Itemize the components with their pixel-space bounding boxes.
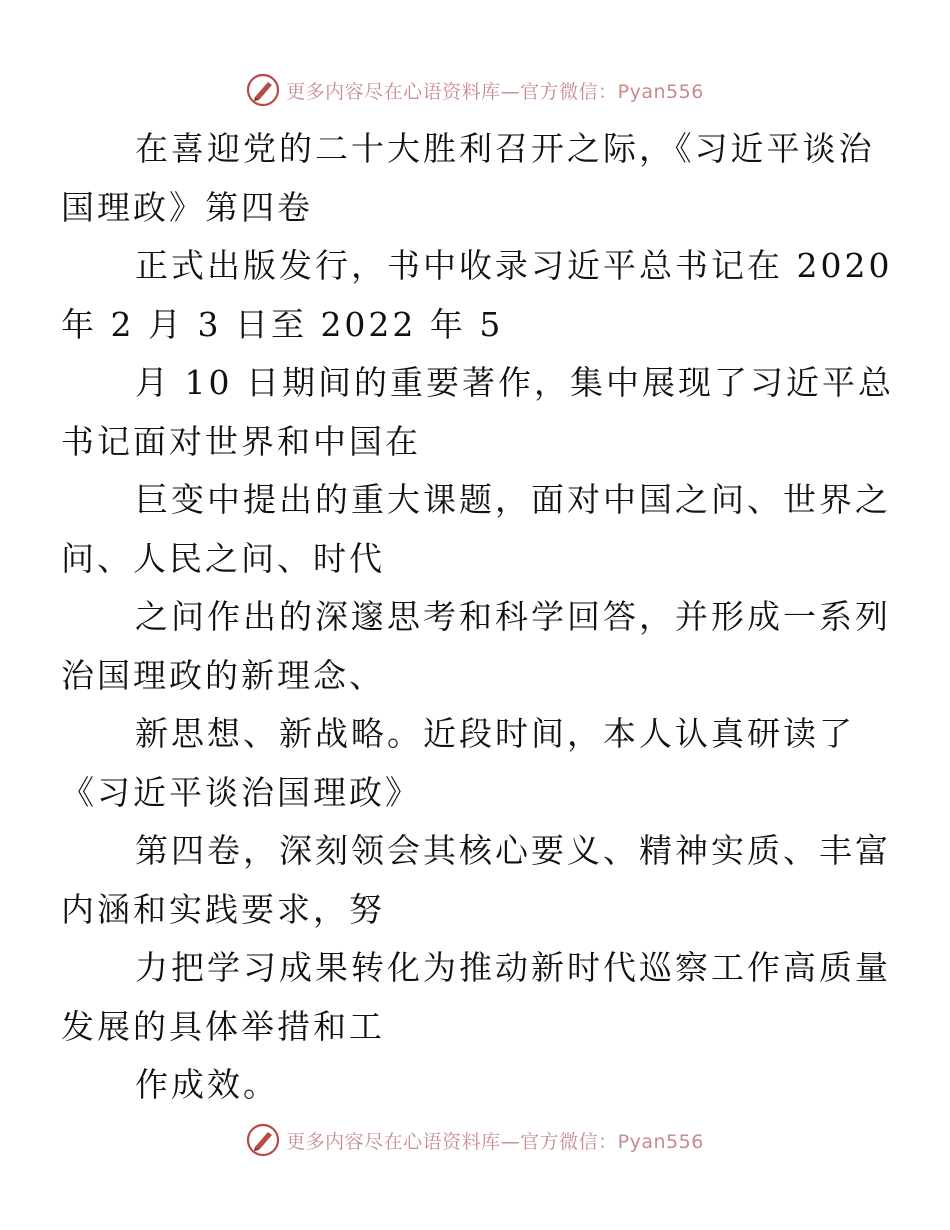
text-line: 作成效。	[135, 1065, 279, 1104]
document-body	[61, 120, 894, 1115]
text-line: 《习近平谈治国理政》	[61, 772, 421, 812]
text-line: 发展的具体举措和工	[61, 1006, 385, 1046]
pen-logo-icon	[246, 73, 280, 107]
paragraph	[61, 588, 891, 705]
text-line: 月 10 日期间的重要著作，集中展现了习近平总	[135, 363, 894, 402]
text-line: 治国理政的新理念、	[61, 655, 385, 695]
text-line: 新思想、新战略。近段时间，本人认真研读了	[135, 714, 855, 753]
watermark-text: 更多内容尽在心语资料库—官方微信：Pyan556	[286, 1130, 704, 1153]
text-line: 年 2 月 3 日至 2022 年 5	[61, 304, 504, 344]
text-line: 内涵和实践要求，努	[61, 889, 385, 929]
header-watermark	[0, 70, 950, 110]
text-line: 在喜迎党的二十大胜利召开之际，《习近平谈治	[135, 129, 875, 168]
watermark-text: 更多内容尽在心语资料库—官方微信：Pyan556	[286, 80, 704, 103]
paragraph	[61, 354, 894, 471]
paragraph	[61, 237, 893, 354]
paragraph	[61, 120, 875, 237]
text-line: 之问作出的深邃思考和科学回答，并形成一系列	[135, 597, 891, 636]
paragraph	[61, 939, 891, 1056]
paragraph	[61, 822, 891, 939]
pen-logo-icon	[246, 1123, 280, 1157]
paragraph	[61, 471, 891, 588]
text-line: 力把学习成果转化为推动新时代巡察工作高质量	[135, 948, 891, 987]
text-line: 第四卷，深刻领会其核心要义、精神实质、丰富	[135, 831, 891, 870]
paragraph	[61, 705, 858, 822]
text-line: 巨变中提出的重大课题，面对中国之问、世界之	[135, 480, 891, 519]
text-line: 国理政》第四卷	[61, 187, 313, 227]
paragraph	[98, 1056, 858, 1115]
text-line: 正式出版发行，书中收录习近平总书记在 2020	[135, 246, 893, 285]
text-line: 书记面对世界和中国在	[61, 421, 421, 461]
text-line: 问、人民之问、时代	[61, 538, 385, 578]
footer-watermark	[0, 1120, 950, 1160]
